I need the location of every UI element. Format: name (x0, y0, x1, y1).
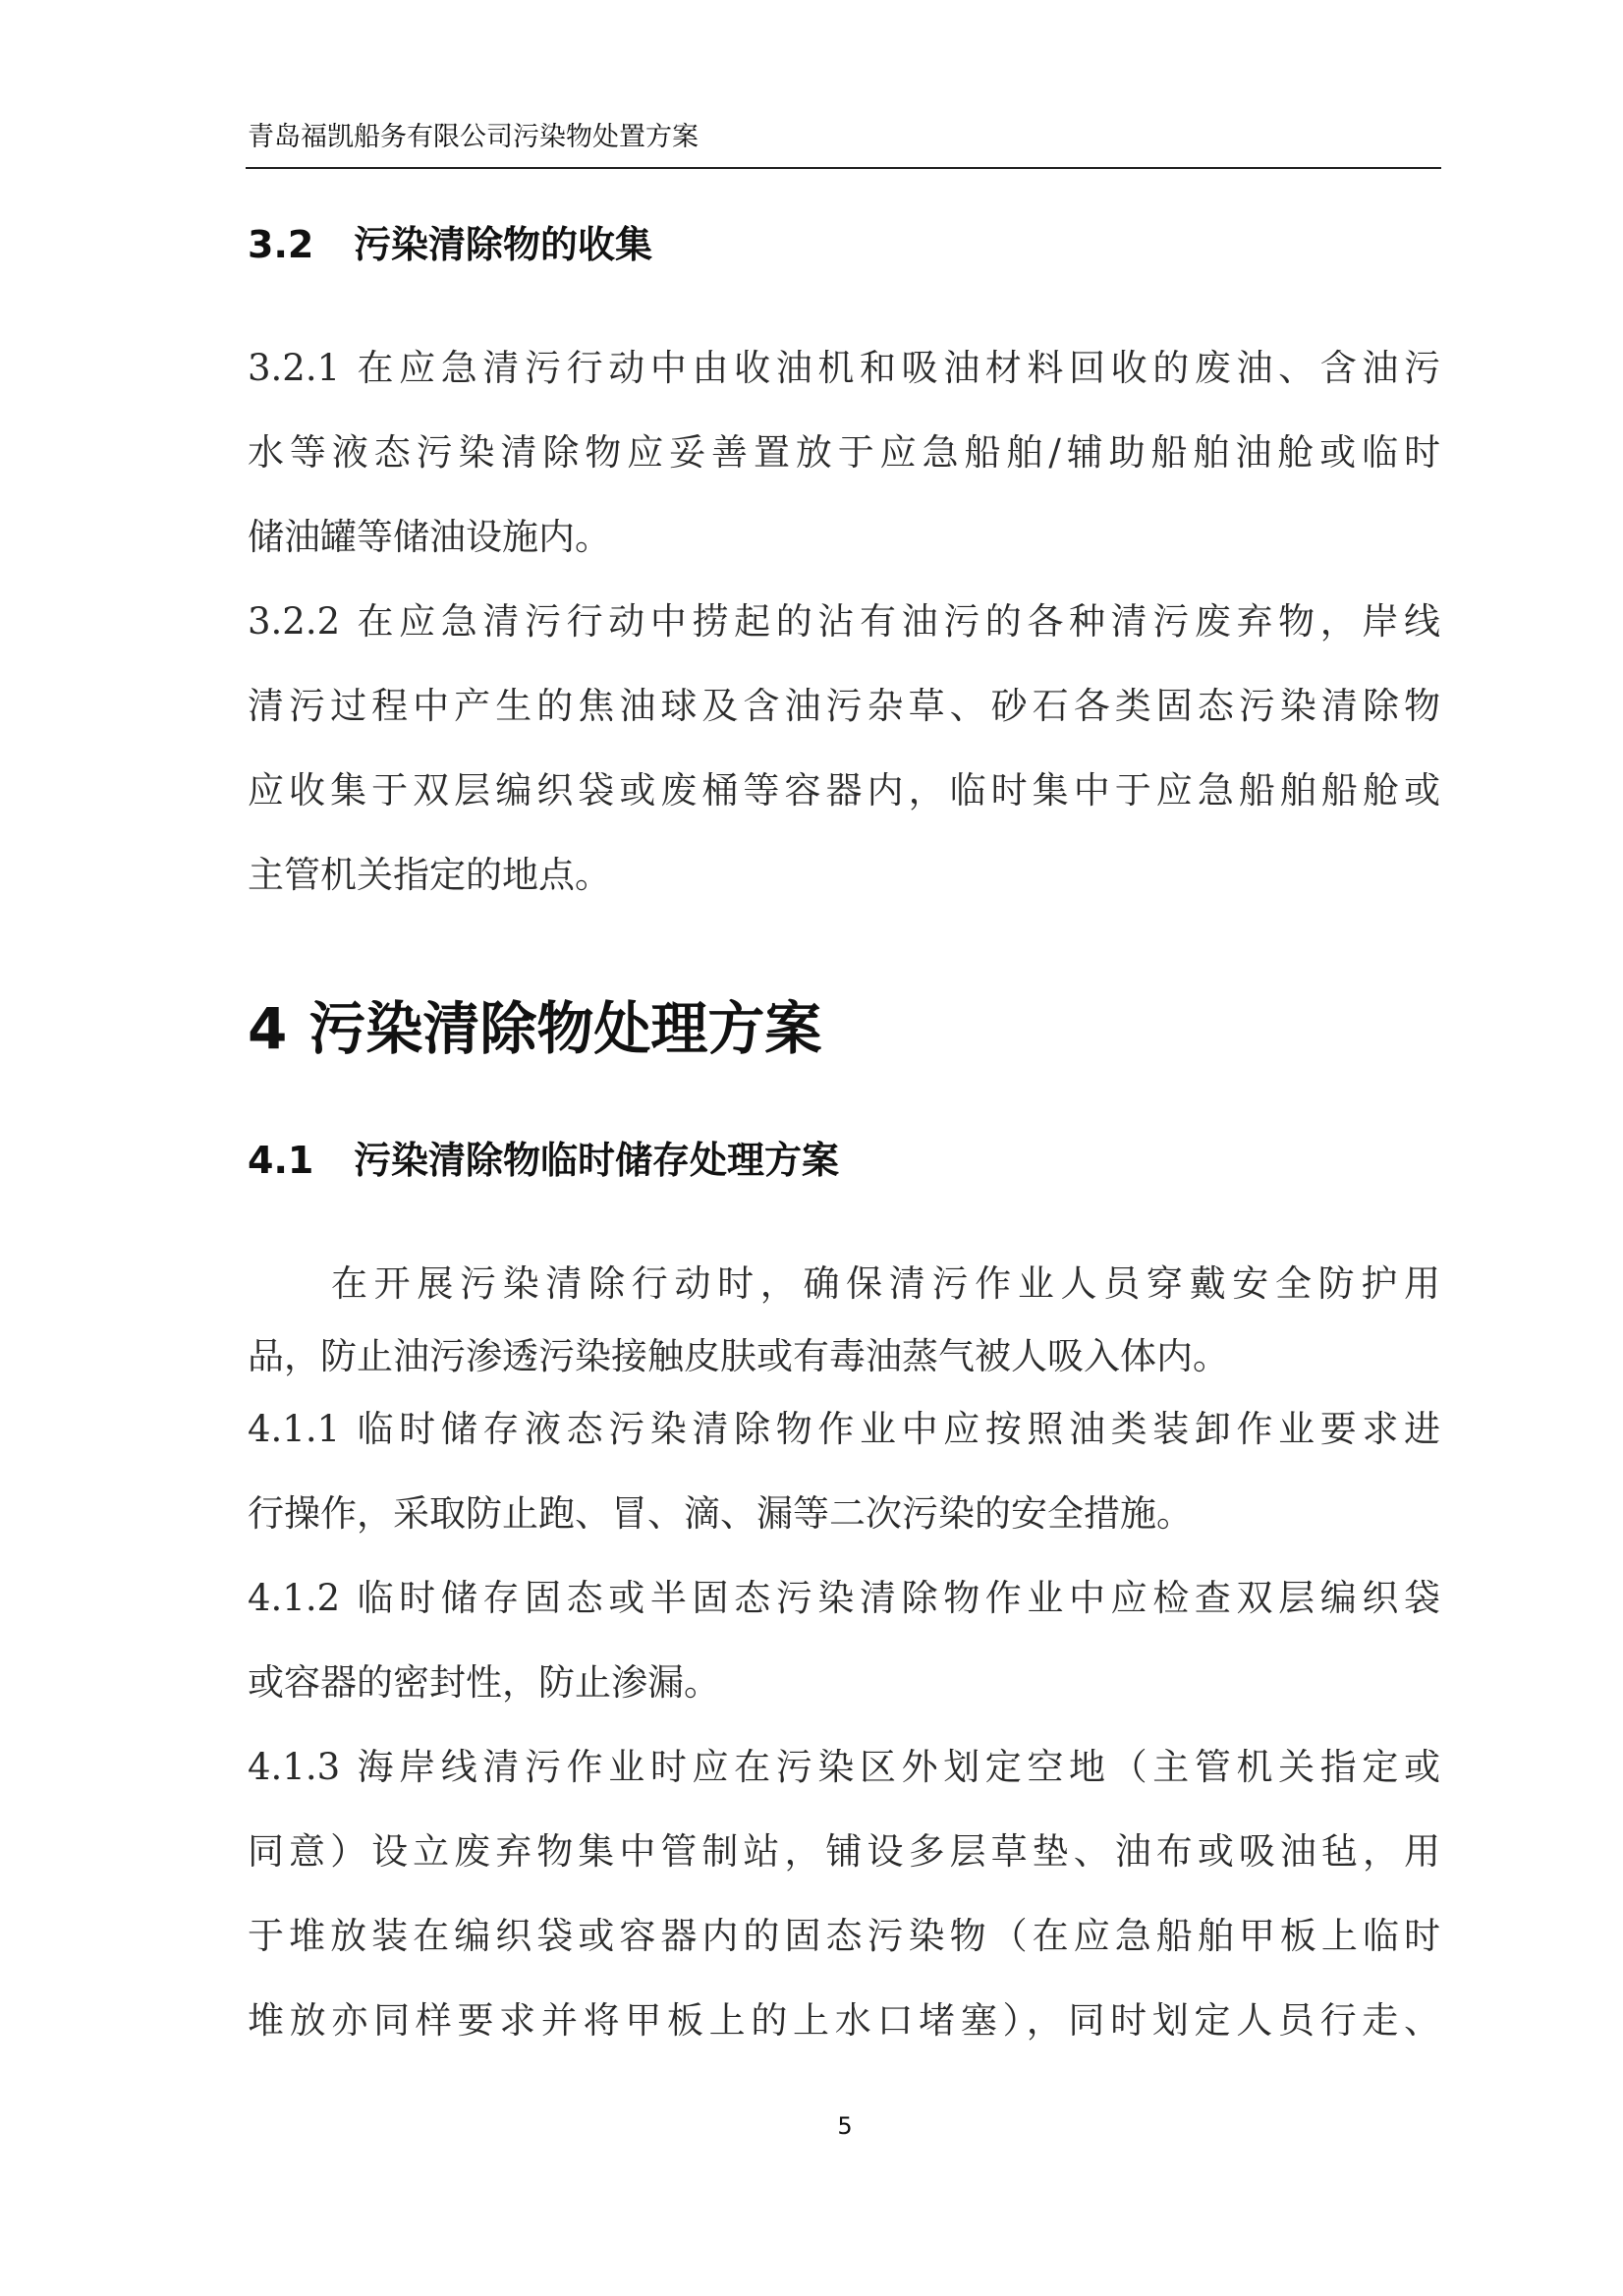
section-heading-4-1 (248, 1130, 839, 1184)
paragraph-line: 储油罐等储油设施内。 (248, 516, 611, 558)
paragraph-line: 或容器的密封性，防止渗漏。 (248, 1661, 720, 1704)
section-title: 污染清除物临时储存处理方案 (354, 1139, 840, 1182)
paragraph-line: 4.1.3 海岸线清污作业时应在污染区外划定空地（主管机关指定或 (248, 1746, 1440, 1788)
chapter-number: 4 (248, 995, 288, 1062)
paragraph-line: 4.1.2 临时储存固态或半固态污染清除物作业中应检查双层编织袋 (248, 1577, 1440, 1619)
section-title: 污染清除物的收集 (354, 223, 653, 266)
section-number: 4.1 (248, 1139, 314, 1182)
paragraph-line: 于堆放装在编织袋或容器内的固态污染物（在应急船舶甲板上临时 (248, 1915, 1440, 1957)
paragraph-line: 同意）设立废弃物集中管制站，铺设多层草垫、油布或吸油毡，用 (248, 1830, 1440, 1873)
chapter-heading-4 (248, 982, 821, 1065)
page-number: 5 (837, 2112, 853, 2140)
paragraph-line: 3.2.2 在应急清污行动中捞起的沾有油污的各种清污废弃物，岸线 (248, 600, 1440, 643)
running-header: 青岛福凯船务有限公司污染物处置方案 (248, 122, 699, 152)
section-heading-3-2 (248, 214, 652, 268)
paragraph-line: 行操作，采取防止跑、冒、滴、漏等二次污染的安全措施。 (248, 1492, 1193, 1535)
paragraph-line: 在开展污染清除行动时，确保清污作业人员穿戴安全防护用 (331, 1262, 1440, 1305)
header-divider (246, 167, 1441, 169)
paragraph-line: 主管机关指定的地点。 (248, 854, 611, 896)
paragraph-line: 应收集于双层编织袋或废桶等容器内，临时集中于应急船舶船舱或 (248, 769, 1440, 812)
paragraph-line: 4.1.1 临时储存液态污染清除物作业中应按照油类装卸作业要求进 (248, 1408, 1440, 1450)
paragraph-line: 水等液态污染清除物应妥善置放于应急船舶/辅助船舶油舱或临时 (248, 431, 1440, 474)
paragraph-line: 清污过程中产生的焦油球及含油污杂草、砂石各类固态污染清除物 (248, 685, 1440, 727)
paragraph-line: 品，防止油污渗透污染接触皮肤或有毒油蒸气被人吸入体内。 (248, 1335, 1229, 1377)
chapter-title: 污染清除物处理方案 (308, 995, 822, 1062)
section-number: 3.2 (248, 223, 314, 266)
paragraph-line: 堆放亦同样要求并将甲板上的上水口堵塞），同时划定人员行走、 (248, 1999, 1440, 2042)
paragraph-line: 3.2.1 在应急清污行动中由收油机和吸油材料回收的废油、含油污 (248, 347, 1440, 389)
